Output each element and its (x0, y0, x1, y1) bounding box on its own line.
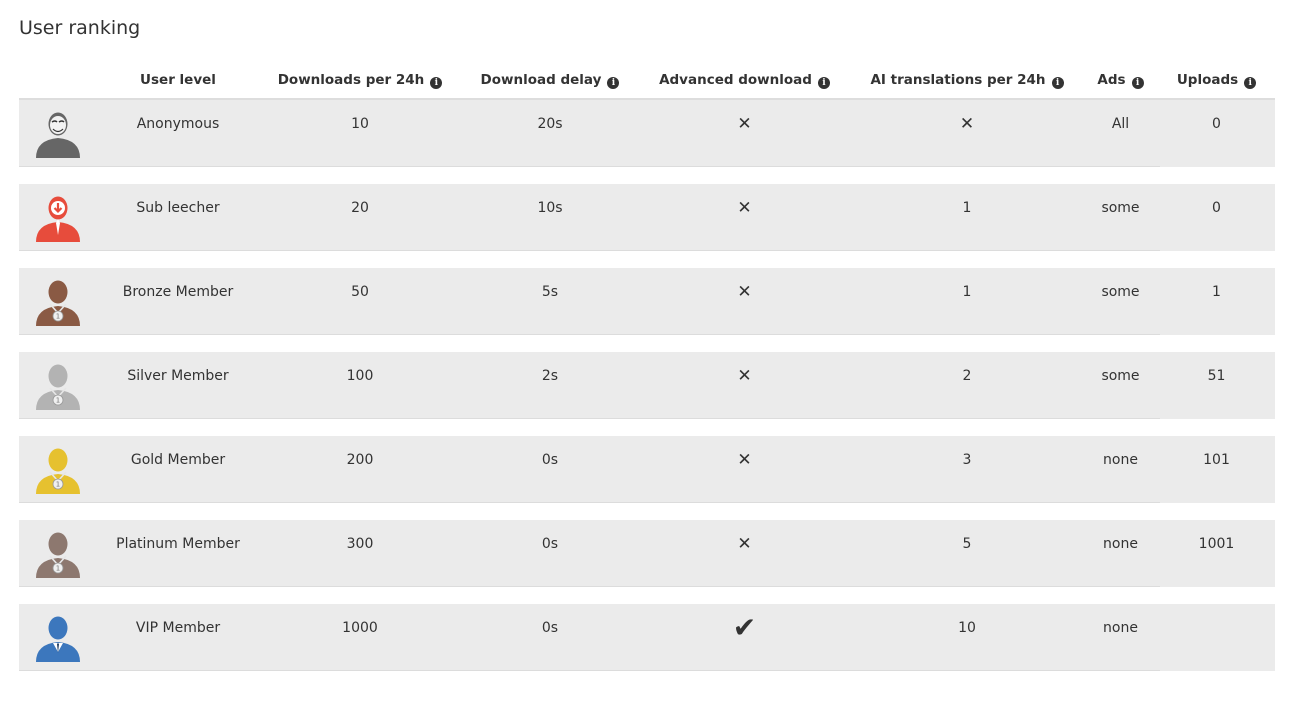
ads-cell: none (1103, 536, 1138, 552)
download-delay-cell: 10s (537, 200, 563, 216)
advanced-download-cell (638, 184, 851, 232)
user-ranking-table (19, 62, 1275, 644)
page-title: User ranking (19, 17, 141, 39)
cross-icon: ✕ (737, 198, 752, 218)
downloads-cell: 20 (351, 200, 369, 216)
cross-icon: ✕ (737, 114, 752, 134)
uploads-cell: 51 (1207, 368, 1226, 384)
user-level-cell: Silver Member (127, 368, 229, 384)
download-delay-cell: 20s (537, 116, 563, 132)
bronze-avatar-icon (33, 276, 83, 326)
table-row (19, 268, 1275, 335)
downloads-cell: 10 (351, 116, 369, 132)
platinum-avatar-icon (33, 528, 83, 578)
advanced-download-cell (638, 352, 851, 400)
table-row (19, 436, 1275, 503)
uploads-cell: 1 (1212, 284, 1221, 300)
info-icon[interactable]: i (1132, 77, 1144, 89)
header-uploads: Uploads i (1158, 62, 1275, 98)
ads-cell: All (1111, 116, 1130, 132)
uploads-cell: 0 (1212, 116, 1221, 132)
svg-text:1: 1 (55, 312, 61, 321)
row-divider (19, 418, 1160, 419)
header-advanced-download: Advanced download i (638, 62, 851, 98)
download-delay-cell: 5s (541, 284, 559, 300)
downloads-cell: 300 (346, 536, 374, 552)
download-delay-cell: 2s (541, 368, 559, 384)
table-row (19, 100, 1275, 167)
user-level-cell: Gold Member (130, 452, 226, 468)
uploads-cell (1158, 604, 1275, 652)
downloads-cell: 50 (351, 284, 369, 300)
ads-cell: some (1101, 284, 1140, 300)
uploads-cell: 101 (1203, 452, 1230, 468)
downloads-cell: 1000 (342, 620, 378, 636)
info-icon[interactable]: i (607, 77, 619, 89)
cross-icon: ✕ (737, 450, 752, 470)
anonymous-avatar-icon (33, 108, 83, 158)
ads-cell: none (1103, 620, 1138, 636)
ai-translations-cell: 3 (962, 452, 972, 468)
ads-cell: none (1103, 452, 1138, 468)
svg-text:1: 1 (55, 564, 61, 573)
info-icon[interactable]: i (1244, 77, 1256, 89)
row-divider (19, 250, 1160, 251)
gold-avatar-icon (33, 444, 83, 494)
cross-icon: ✕ (737, 534, 752, 554)
table-header (19, 62, 1275, 100)
ads-cell: some (1101, 368, 1140, 384)
cross-icon: ✕ (737, 282, 752, 302)
ai-translations-cell: 5 (962, 536, 972, 552)
row-divider (19, 166, 1160, 167)
advanced-download-cell (638, 436, 851, 484)
user-level-cell: Bronze Member (122, 284, 234, 300)
uploads-cell: 1001 (1198, 536, 1235, 552)
ai-translations-cell: 1 (962, 284, 972, 300)
download-delay-cell: 0s (541, 620, 559, 636)
ai-translations-cell: 1 (962, 200, 972, 216)
user-level-cell: VIP Member (135, 620, 221, 636)
svg-text:1: 1 (55, 480, 61, 489)
silver-avatar-icon (33, 360, 83, 410)
info-icon[interactable]: i (1052, 77, 1064, 89)
vip-avatar-icon (33, 612, 83, 662)
header-ads: Ads i (1083, 62, 1158, 98)
advanced-download-cell (638, 604, 851, 652)
table-row (19, 604, 1275, 671)
header-download-delay: Download delay i (462, 62, 638, 98)
table-row (19, 520, 1275, 587)
advanced-download-cell (638, 268, 851, 316)
cross-icon: ✕ (959, 114, 975, 134)
header-downloads: Downloads per 24h i (258, 62, 462, 98)
table-row (19, 184, 1275, 251)
user-level-cell: Anonymous (136, 116, 220, 132)
download-delay-cell: 0s (541, 452, 559, 468)
download-delay-cell: 0s (541, 536, 559, 552)
advanced-download-cell (638, 520, 851, 568)
row-divider (19, 586, 1160, 587)
header-ai-translations: AI translations per 24h i (851, 62, 1083, 98)
ai-translations-cell: 2 (962, 368, 972, 384)
sub-leecher-avatar-icon (33, 192, 83, 242)
table-row (19, 352, 1275, 419)
user-level-cell: Sub leecher (136, 200, 220, 216)
info-icon[interactable]: i (430, 77, 442, 89)
row-divider (19, 502, 1160, 503)
info-icon[interactable]: i (818, 77, 830, 89)
header-user-level: User level (140, 72, 216, 88)
user-level-cell: Platinum Member (116, 536, 240, 552)
downloads-cell: 100 (346, 368, 374, 384)
downloads-cell: 200 (346, 452, 374, 468)
ai-translations-cell (851, 100, 1083, 148)
row-divider (19, 670, 1160, 671)
ai-translations-cell: 10 (958, 620, 976, 636)
cross-icon: ✕ (737, 366, 752, 386)
svg-text:1: 1 (55, 396, 61, 405)
check-icon: ✔ (732, 611, 757, 644)
ads-cell: some (1101, 200, 1140, 216)
uploads-cell: 0 (1212, 200, 1221, 216)
row-divider (19, 334, 1160, 335)
advanced-download-cell (638, 100, 851, 148)
